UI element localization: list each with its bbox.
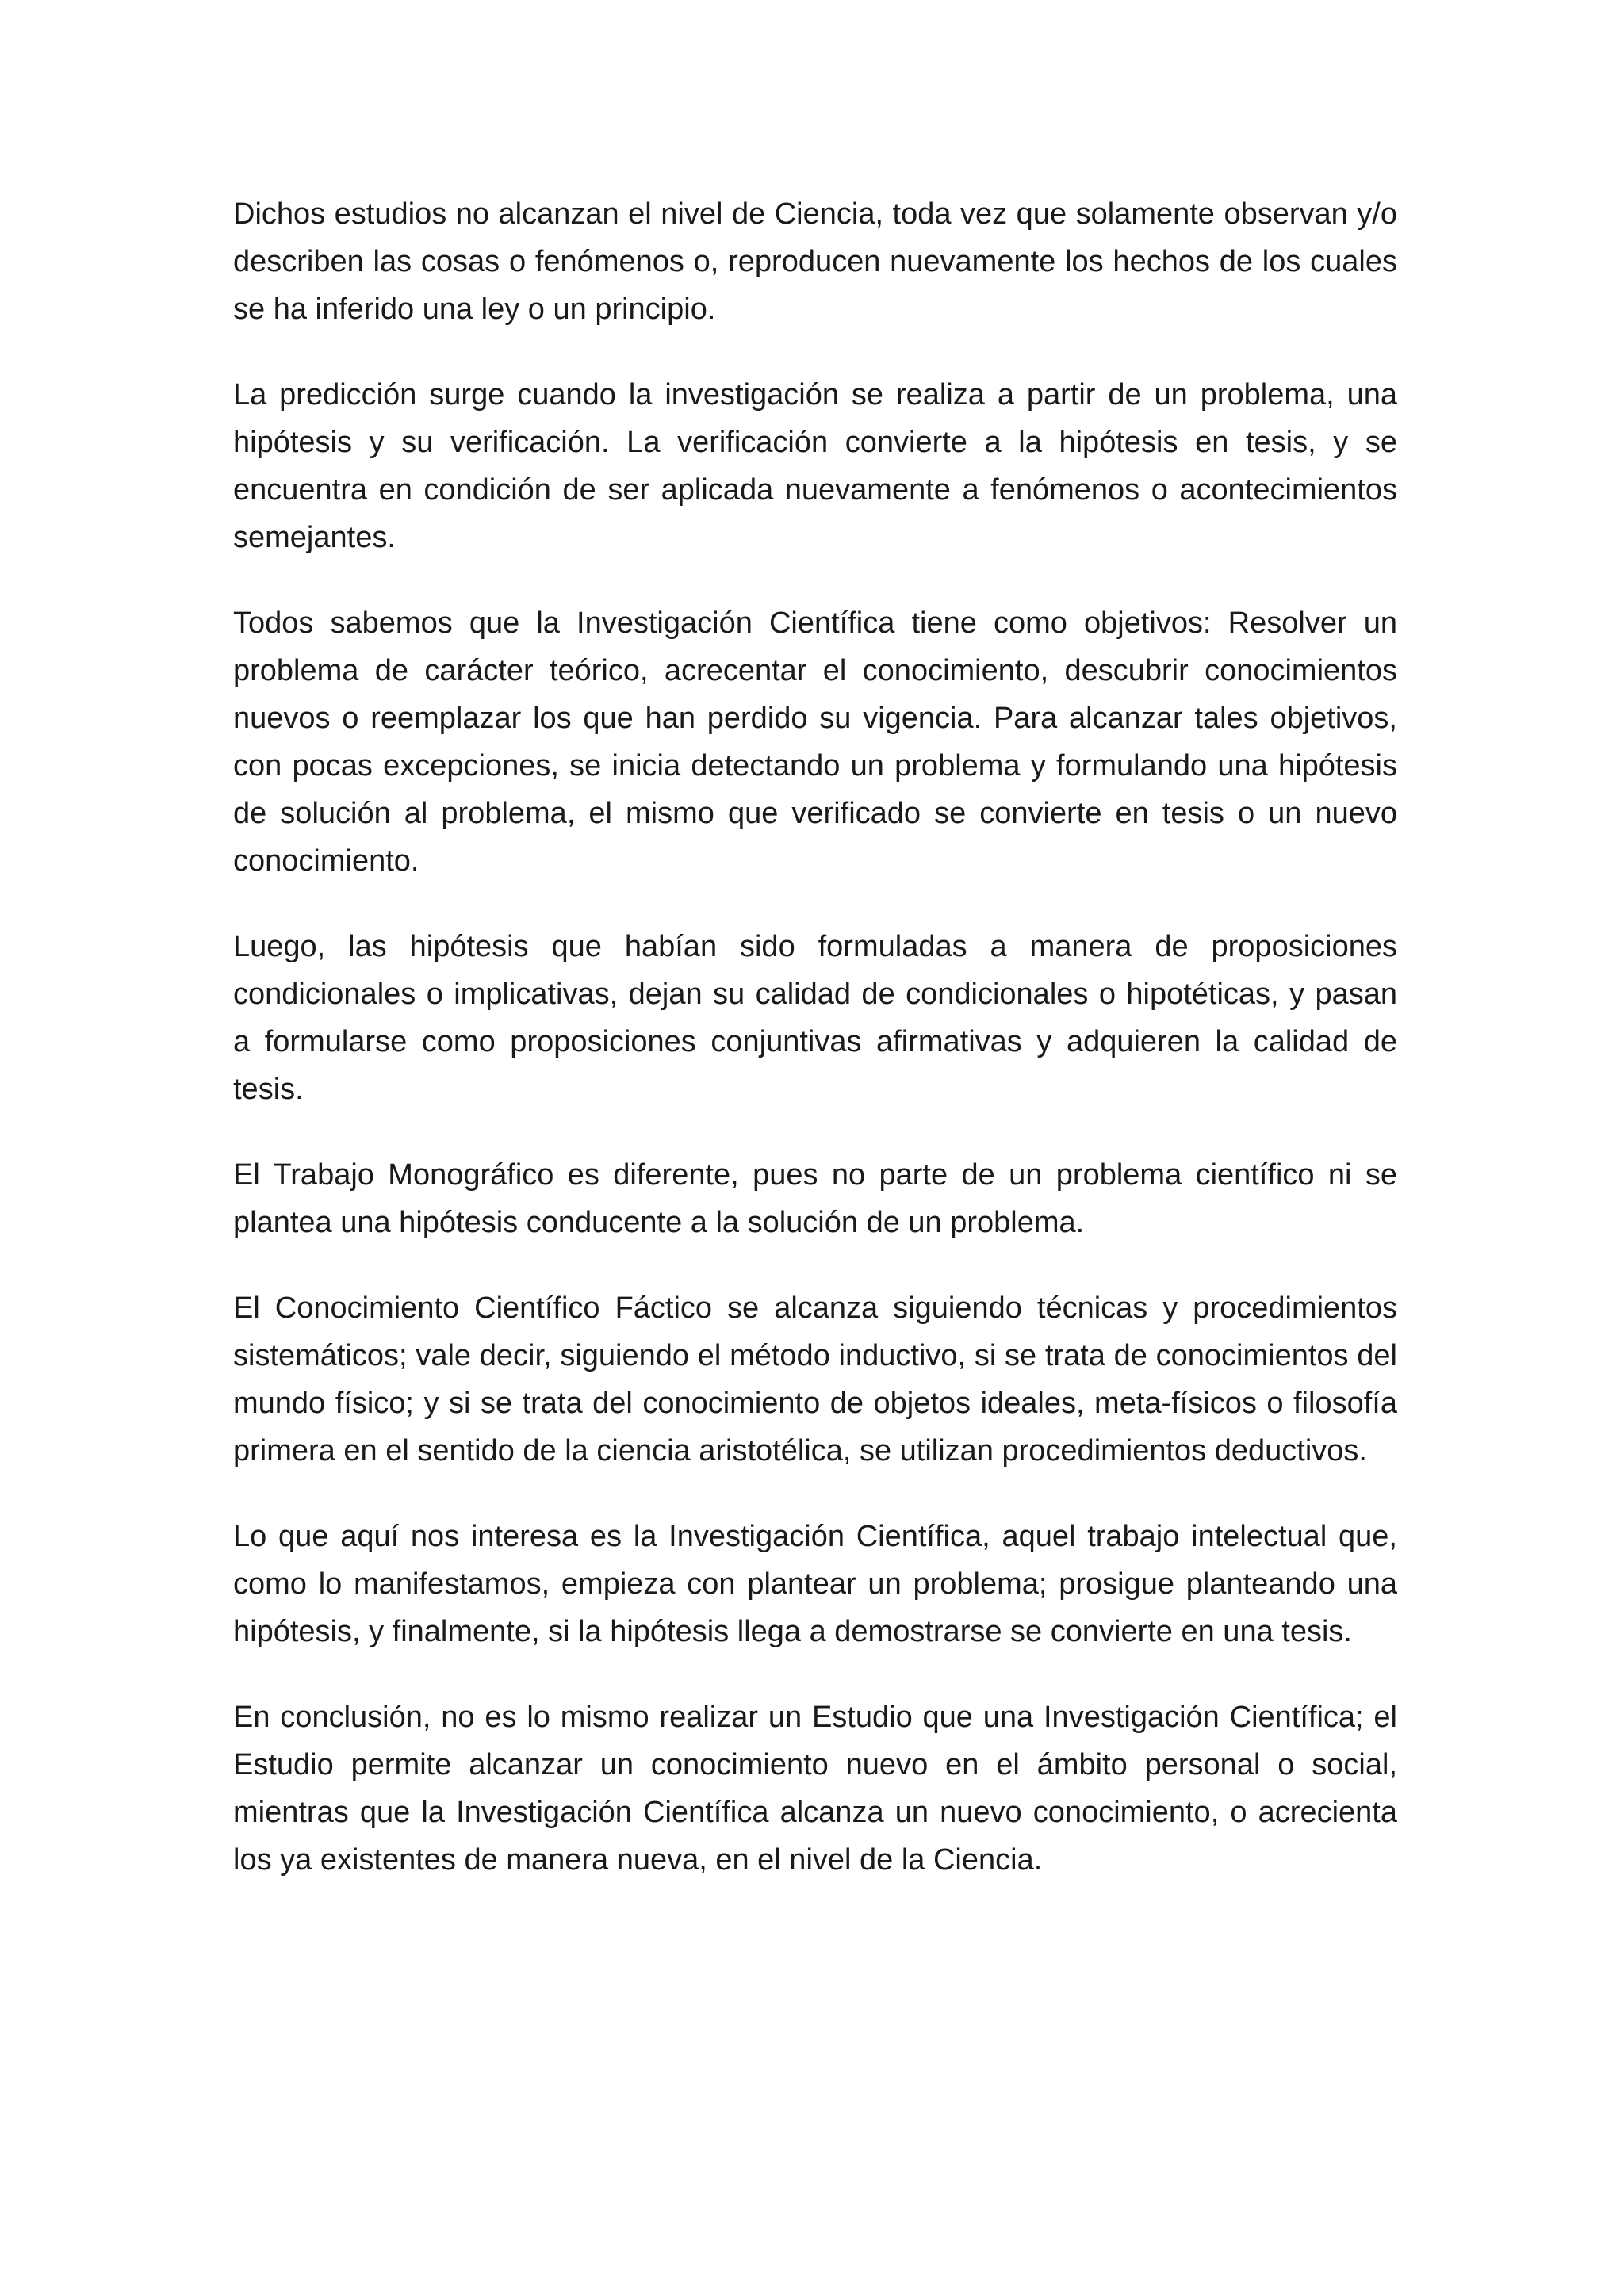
paragraph-6: El Conocimiento Científico Fáctico se alcanza siguiendo técnicas y procedimientos sistemáticos; vale decir, siguiendo el método inductivo, si se trata de conocimientos del mundo físico; y si se trata del conocimiento de objetos ideales, meta-físicos o filosofía primera en el sentido de la ciencia aristotélica, se utilizan procedimientos deductivos. bbox=[233, 1292, 1397, 1468]
paragraph-2: La predicción surge cuando la investigación se realiza a partir de un problema, una hipótesis y su verificación. La verificación convierte a la hipótesis en tesis, y se encuentra en condición de ser aplicada nuevamente a fenómenos o acontecimientos semejantes. bbox=[233, 378, 1397, 554]
paragraph-1: Dichos estudios no alcanzan el nivel de Ciencia, toda vez que solamente observan y/o describen las cosas o fenómenos o, reproducen nuevamente los hechos de los cuales se ha inferido una ley o un principio. bbox=[233, 197, 1397, 326]
document-body bbox=[233, 190, 1397, 1922]
paragraph-8: En conclusión, no es lo mismo realizar un Estudio que una Investigación Científica; el Estudio permite alcanzar un conocimiento nuevo en el ámbito personal o social, mientras que la Investigación Científica alcanza un nuevo conocimiento, o acrecienta los ya existentes de manera nueva, en el nivel de la Ciencia. bbox=[233, 1701, 1397, 1877]
paragraph-3: Todos sabemos que la Investigación Científica tiene como objetivos: Resolver un problema de carácter teórico, acrecentar el conocimiento, descubrir conocimientos nuevos o reemplazar los que han perdido su vigencia. Para alcanzar tales objetivos, con pocas excepciones, se inicia detectando un problema y formulando una hipótesis de solución al problema, el mismo que verificado se convierte en tesis o un nuevo conocimiento. bbox=[233, 607, 1397, 878]
paragraph-5: El Trabajo Monográfico es diferente, pues no parte de un problema científico ni se plantea una hipótesis conducente a la solución de un problema. bbox=[233, 1158, 1397, 1239]
paragraph-4: Luego, las hipótesis que habían sido formuladas a manera de proposiciones condicionales o implicativas, dejan su calidad de condicionales o hipotéticas, y pasan a formularse como proposiciones conjuntivas afirmativas y adquieren la calidad de tesis. bbox=[233, 930, 1397, 1106]
paragraph-7: Lo que aquí nos interesa es la Investigación Científica, aquel trabajo intelectual que, como lo manifestamos, empieza con plantear un problema; prosigue planteando una hipótesis, y finalmente, si la hipótesis llega a demostrarse se convierte en una tesis. bbox=[233, 1520, 1397, 1648]
